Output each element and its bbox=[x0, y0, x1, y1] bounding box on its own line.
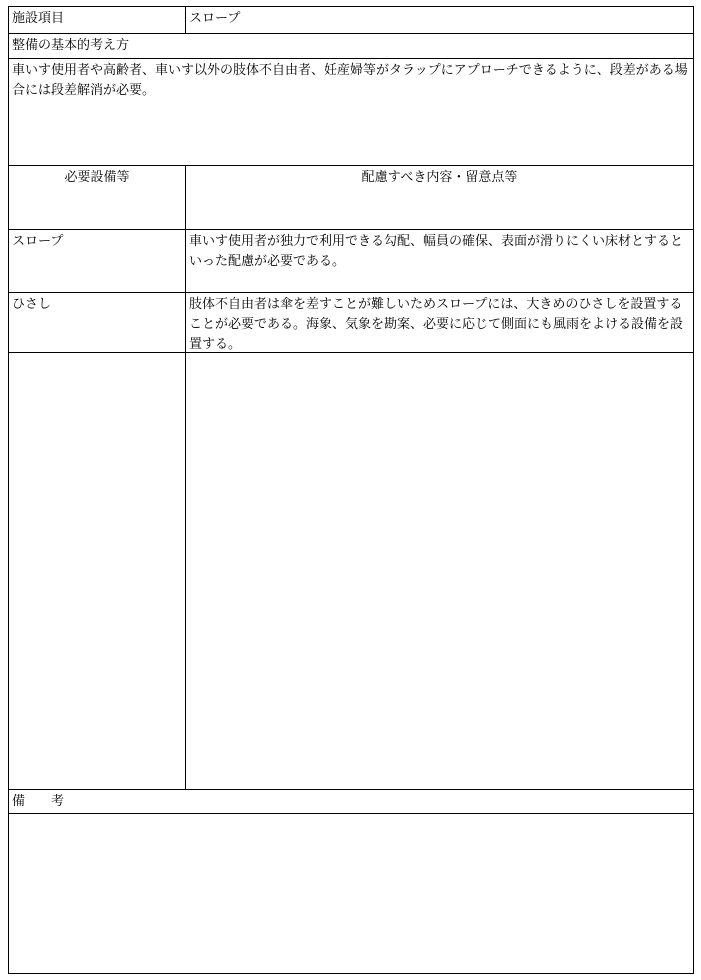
facility-form bbox=[8, 6, 694, 974]
column-header-equipment: 必要設備等 bbox=[8, 165, 186, 230]
facility-item-label: 施設項目 bbox=[8, 6, 186, 34]
remarks-label: 備 考 bbox=[8, 789, 694, 814]
table-row-equipment: ひさし bbox=[8, 292, 186, 353]
table-row-notes: 車いす使用者が独力で利用できる勾配、幅員の確保、表面が滑りにくい床材とするといった配慮が必要である。 bbox=[185, 229, 694, 293]
table-row-notes: 肢体不自由者は傘を差すことが難しいためスロープには、大きめのひさしを設置することが必要である。海象、気象を勘案、必要に応じて側面にも風雨をよける設備を設置する。 bbox=[185, 292, 694, 353]
basic-concept-heading: 整備の基本的考え方 bbox=[8, 33, 694, 59]
basic-concept-body: 車いす使用者や高齢者、車いす以外の肢体不自由者、妊産婦等がタラップにアプローチできるように、段差がある場合には段差解消が必要。 bbox=[8, 58, 694, 166]
column-header-notes: 配慮すべき内容・留意点等 bbox=[185, 165, 694, 230]
table-row-equipment bbox=[8, 352, 186, 790]
facility-item-value: スロープ bbox=[185, 6, 694, 34]
remarks-body bbox=[8, 813, 694, 974]
table-row-equipment: スロープ bbox=[8, 229, 186, 293]
table-row-notes bbox=[185, 352, 694, 790]
